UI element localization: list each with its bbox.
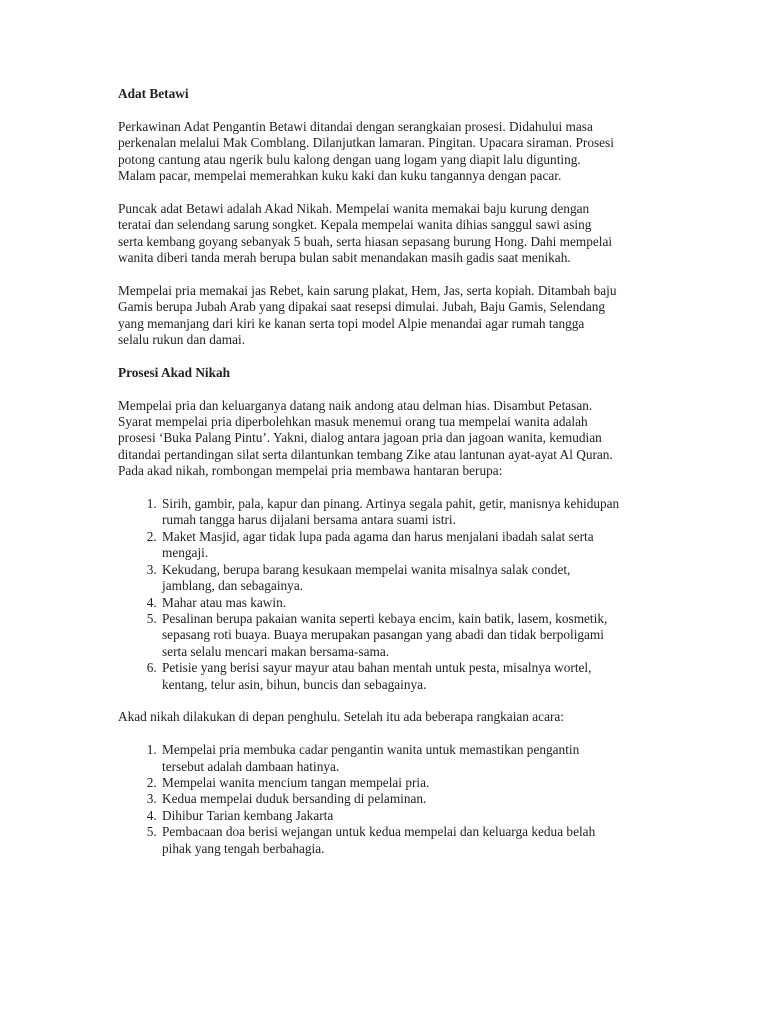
list-item: 3. Kedua mempelai duduk bersanding di pelaminan. — [160, 791, 668, 807]
list-item: 2. Maket Masjid, agar tidak lupa pada agama dan harus menjalani ibadah salat serta mengaji. — [160, 529, 668, 562]
list-item: 4. Dihibur Tarian kembang Jakarta — [160, 808, 668, 824]
rangkaian-acara-list — [118, 742, 668, 857]
list-item: 2. Mempelai wanita mencium tangan mempelai pria. — [160, 775, 668, 791]
section-heading-adat-betawi: Adat Betawi — [118, 86, 189, 101]
section-heading-prosesi-akad-nikah: Prosesi Akad Nikah — [118, 364, 231, 380]
list-item: 6. Petisie yang berisi sayur mayur atau bahan mentah untuk pesta, misalnya wortel, kentang, telur asin, bihun, buncis dan sebagainya. — [160, 660, 668, 693]
paragraph-perkawinan: Perkawinan Adat Pengantin Betawi ditandai dengan serangkaian prosesi. Didahului masa perkenalan melalui Mak Comblang. Dilanjutkan lamaran. Pingitan. Upacara siraman. Prosesi potong cantung atau ngerik bulu kalong dengan uang logam yang diapit lalu digunting. Malam pacar, mempelai memerahkan kuku kaki dan kuku tangannya dengan pacar. — [118, 118, 614, 184]
paragraph-akad-penghulu: Akad nikah dilakukan di depan penghulu. Setelah itu ada beberapa rangkaian acara: — [118, 709, 565, 725]
list-item: 1. Sirih, gambir, pala, kapur dan pinang. Artinya segala pahit, getir, manisnya kehidupan rumah tangga harus dijalani bersama antara suami istri. — [160, 496, 668, 529]
list-item: 4. Mahar atau mas kawin. — [160, 595, 668, 611]
paragraph-prosesi-intro: Mempelai pria dan keluarganya datang naik andong atau delman hias. Disambut Petasan. Syarat mempelai pria diperbolehkan masuk menemui orang tua mempelai wanita adalah prosesi ‘Buka Palang Pintu’. Yakni, dialog antara jagoan pria dan jagoan wanita, kemudian ditandai pertandingan silat serta dilantunkan tembang Zike atau lantunan ayat-ayat Al Quran. Pada akad nikah, rombongan mempelai pria membawa hantaran berupa: — [118, 397, 613, 479]
paragraph-puncak-adat: Puncak adat Betawi adalah Akad Nikah. Mempelai wanita memakai baju kurung dengan teratai dan selendang sarung songket. Kepala mempelai wanita dihias sanggul sawi asing serta kembang goyang sebanyak 5 buah, serta hiasan sepasang burung Hong. Dahi mempelai wanita diberi tanda merah berupa bulan sabit menandakan masih gadis saat menikah. — [118, 200, 613, 266]
paragraph-mempelai-pria: Mempelai pria memakai jas Rebet, kain sarung plakat, Hem, Jas, serta kopiah. Ditambah baju Gamis berupa Jubah Arab yang dipakai saat resepsi dimulai. Jubah, Baju Gamis, Selendang yang memanjang dari kiri ke kanan serta topi model Alpie menandai agar rumah tangga selalu rukun dan damai. — [118, 282, 617, 348]
list-item: 3. Kekudang, berupa barang kesukaan mempelai wanita misalnya salak condet, jamblang, dan sebagainya. — [160, 562, 668, 595]
hantaran-list — [118, 496, 668, 693]
list-item: 5. Pesalinan berupa pakaian wanita seperti kebaya encim, kain batik, lasem, kosmetik, sepasang roti buaya. Buaya merupakan pasangan yang abadi dan tidak berpoligami serta selalu mencari makan bersama-sama. — [160, 611, 668, 660]
list-item: 5. Pembacaan doa berisi wejangan untuk kedua mempelai dan keluarga kedua belah pihak yang tengah berbahagia. — [160, 824, 668, 857]
list-item: 1. Mempelai pria membuka cadar pengantin wanita untuk memastikan pengantin tersebut adalah dambaan hatinya. — [160, 742, 668, 775]
